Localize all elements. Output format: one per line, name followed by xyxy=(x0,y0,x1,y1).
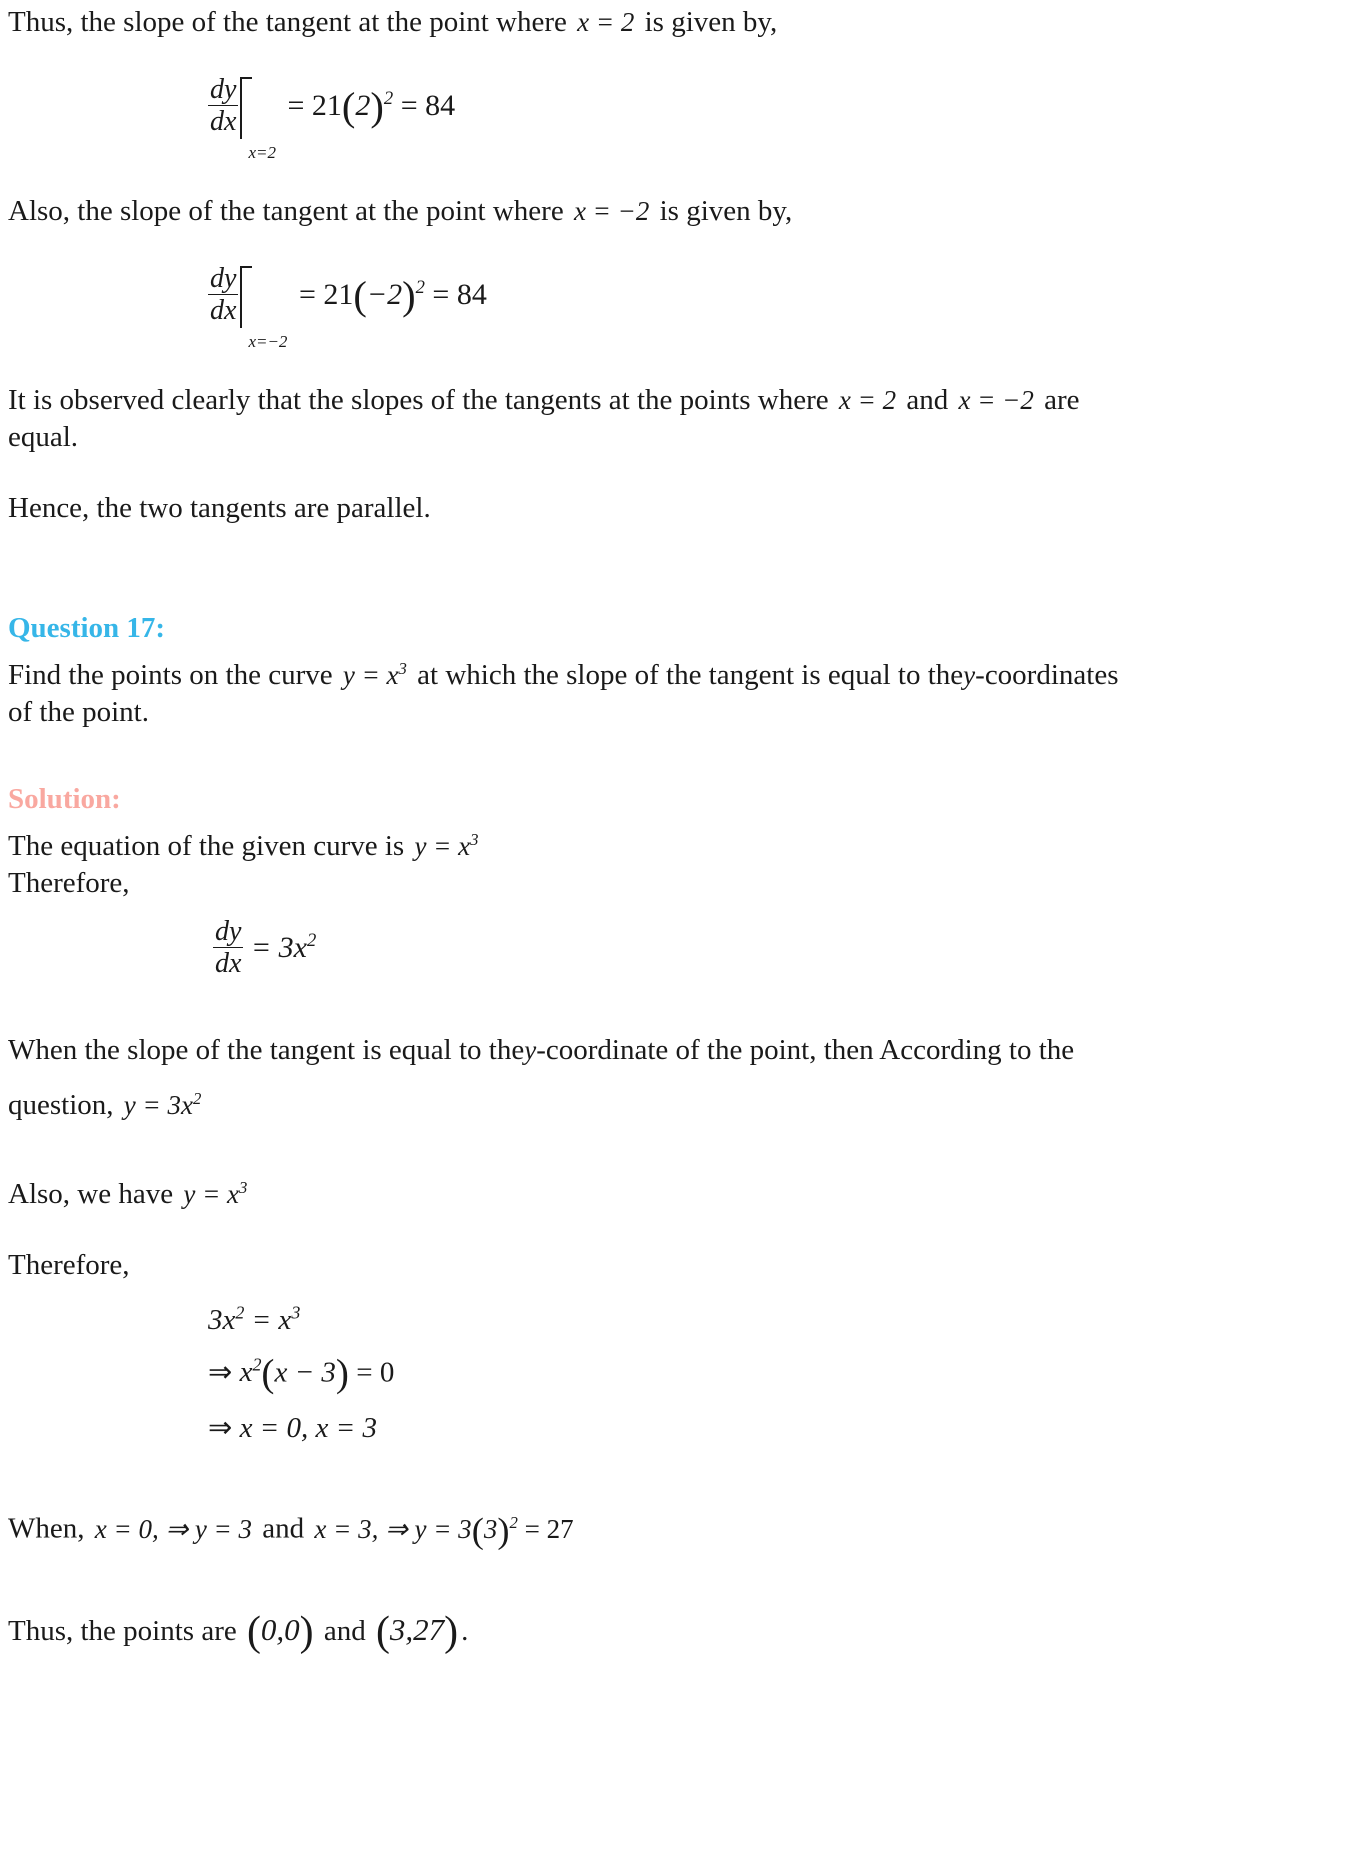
text-segment: at which the slope of the tangent is equal to the xyxy=(417,658,964,691)
paragraph-slope-equals-y xyxy=(8,1032,1345,1069)
text-segment: The equation of the given curve is xyxy=(8,829,405,862)
paren-close: ) xyxy=(402,272,416,318)
text-segment: and xyxy=(323,1614,366,1647)
text-segment: Also, the slope of the tangent at the point where xyxy=(8,195,564,228)
text-segment: and xyxy=(906,384,949,417)
text-segment: is given by, xyxy=(659,195,793,228)
inline-math-y: y xyxy=(963,659,976,690)
paragraph-thus-points xyxy=(8,1606,1345,1660)
paragraph-thus-slope xyxy=(8,4,1345,41)
text-segment: Thus, the slope of the tangent at the point where xyxy=(8,6,567,38)
text-segment: . xyxy=(461,1614,469,1647)
fraction-denominator: dx xyxy=(210,295,237,327)
equation-roots xyxy=(208,1410,1345,1445)
equation-rhs: = 21 xyxy=(298,278,354,312)
inline-math-x-0-y-3: x = 0, ⇒ y = 3 xyxy=(94,1513,253,1544)
inline-math-y-equals-x-cubed: $y = x^3$ xyxy=(342,658,407,690)
inline-math-y-equals-3x-squared: $y = 3x^2$ xyxy=(123,1089,202,1121)
evaluation-subscript: x=−2 xyxy=(248,332,288,352)
fraction-numerator: dy xyxy=(210,74,237,106)
paragraph-when-values xyxy=(8,1507,1345,1554)
fraction-dy-dx xyxy=(213,915,243,979)
text-segment: -coordinate of the point, then According to the xyxy=(536,1033,1075,1066)
fraction-dy-dx xyxy=(208,265,238,325)
equation-dydx-at-2 xyxy=(208,74,1345,163)
paren-close: ) xyxy=(370,83,384,129)
text-segment: When, xyxy=(8,1512,85,1545)
paragraph-question-y-equals-3x2 xyxy=(8,1087,1345,1124)
paragraph-also-slope xyxy=(8,193,1345,230)
equation-rhs: = $x^3$ xyxy=(251,1302,301,1337)
paren-close: ) xyxy=(335,1352,349,1396)
fraction-denominator: dx xyxy=(215,947,242,979)
equation-factor: x − 3 xyxy=(274,1356,336,1389)
paragraph-question-17 xyxy=(8,657,1345,694)
paragraph-therefore-1: Therefore, xyxy=(8,866,130,899)
equation-factored xyxy=(208,1351,1345,1396)
paragraph-equation-of-curve xyxy=(8,828,1345,865)
paragraph-question-17-line2: of the point. xyxy=(8,695,149,728)
evaluation-bar-icon xyxy=(238,75,252,141)
implies-arrow-icon: ⇒ xyxy=(208,1356,233,1389)
equation-result: = 84 xyxy=(400,89,456,122)
paren-open: ( xyxy=(261,1352,275,1396)
equation-exponent: 2 xyxy=(383,88,394,109)
paragraph-hence-parallel: Hence, the two tangents are parallel. xyxy=(8,492,431,525)
text-segment: and xyxy=(262,1512,305,1545)
equation-argument: 2 xyxy=(355,89,371,122)
equation-rhs: = 0 xyxy=(356,1356,395,1389)
inline-math-y: y xyxy=(524,1034,537,1065)
paragraph-equal: equal. xyxy=(8,421,79,454)
inline-math-x-equals-2: x = 2 xyxy=(838,385,897,416)
inline-math-y-equals-x-cubed: $y = x^3$ xyxy=(414,829,479,861)
equation-roots-values: x = 0, x = 3 xyxy=(239,1412,377,1445)
text-segment: question, xyxy=(8,1089,114,1122)
document-content xyxy=(8,4,1345,1659)
equation-3x2-equals-x3 xyxy=(208,1302,1345,1337)
solution-heading: Solution: xyxy=(8,782,121,815)
equation-result: = 84 xyxy=(432,278,487,312)
fraction-numerator: dy xyxy=(215,915,242,947)
inline-math-y-equals-x-cubed: $y = x^3$ xyxy=(183,1178,248,1210)
equation-dydx-at-minus-2 xyxy=(208,263,1345,352)
inline-math-x-equals-minus-2: x = −2 xyxy=(958,385,1034,416)
equation-lhs: $x^2$ xyxy=(239,1354,262,1389)
inline-math-x-equals-2: x = 2 xyxy=(577,7,635,37)
inline-math-point-3-27: (3,27) xyxy=(375,1608,459,1655)
text-segment: -coordinates xyxy=(975,658,1119,691)
inline-math-x-equals-minus-2: x = −2 xyxy=(573,196,650,227)
paren-open: ( xyxy=(341,83,356,129)
text-segment: Thus, the points are xyxy=(8,1614,237,1647)
inline-math-point-0-0: (0,0) xyxy=(246,1608,314,1655)
text-segment: Also, we have xyxy=(8,1178,174,1211)
paragraph-therefore-2: Therefore, xyxy=(8,1249,130,1282)
equation-rhs: = $3x^2$ xyxy=(250,929,317,964)
inline-math-x-3-y-27: x = 3, ⇒ $y = 3(3)^2 = 27$ xyxy=(314,1510,574,1551)
paragraph-observed-slopes xyxy=(8,382,1345,419)
question-heading: Question 17: xyxy=(8,611,166,644)
text-segment: is given by, xyxy=(644,6,778,38)
fraction-denominator: dx xyxy=(210,106,237,138)
paragraph-also-we-have xyxy=(8,1176,1345,1213)
text-segment: When the slope of the tangent is equal to the xyxy=(8,1033,525,1066)
text-segment: are xyxy=(1044,384,1080,417)
equation-rhs: = 21 xyxy=(287,89,342,122)
implies-arrow-icon: ⇒ xyxy=(208,1412,233,1445)
equation-argument: −2 xyxy=(366,278,403,312)
paren-open: ( xyxy=(353,272,367,318)
equation-exponent: 2 xyxy=(415,277,425,299)
text-segment: Find the points on the curve xyxy=(8,658,333,691)
evaluation-bar-icon xyxy=(238,264,252,330)
fraction-numerator: dy xyxy=(210,263,237,295)
evaluation-subscript: x=2 xyxy=(248,143,276,163)
equation-lhs: $3x^2$ xyxy=(208,1302,245,1337)
fraction-dy-dx xyxy=(208,76,238,136)
equation-derivative-3x2 xyxy=(213,915,1345,980)
text-segment: It is observed clearly that the slopes of the tangents at the points where xyxy=(8,384,829,417)
